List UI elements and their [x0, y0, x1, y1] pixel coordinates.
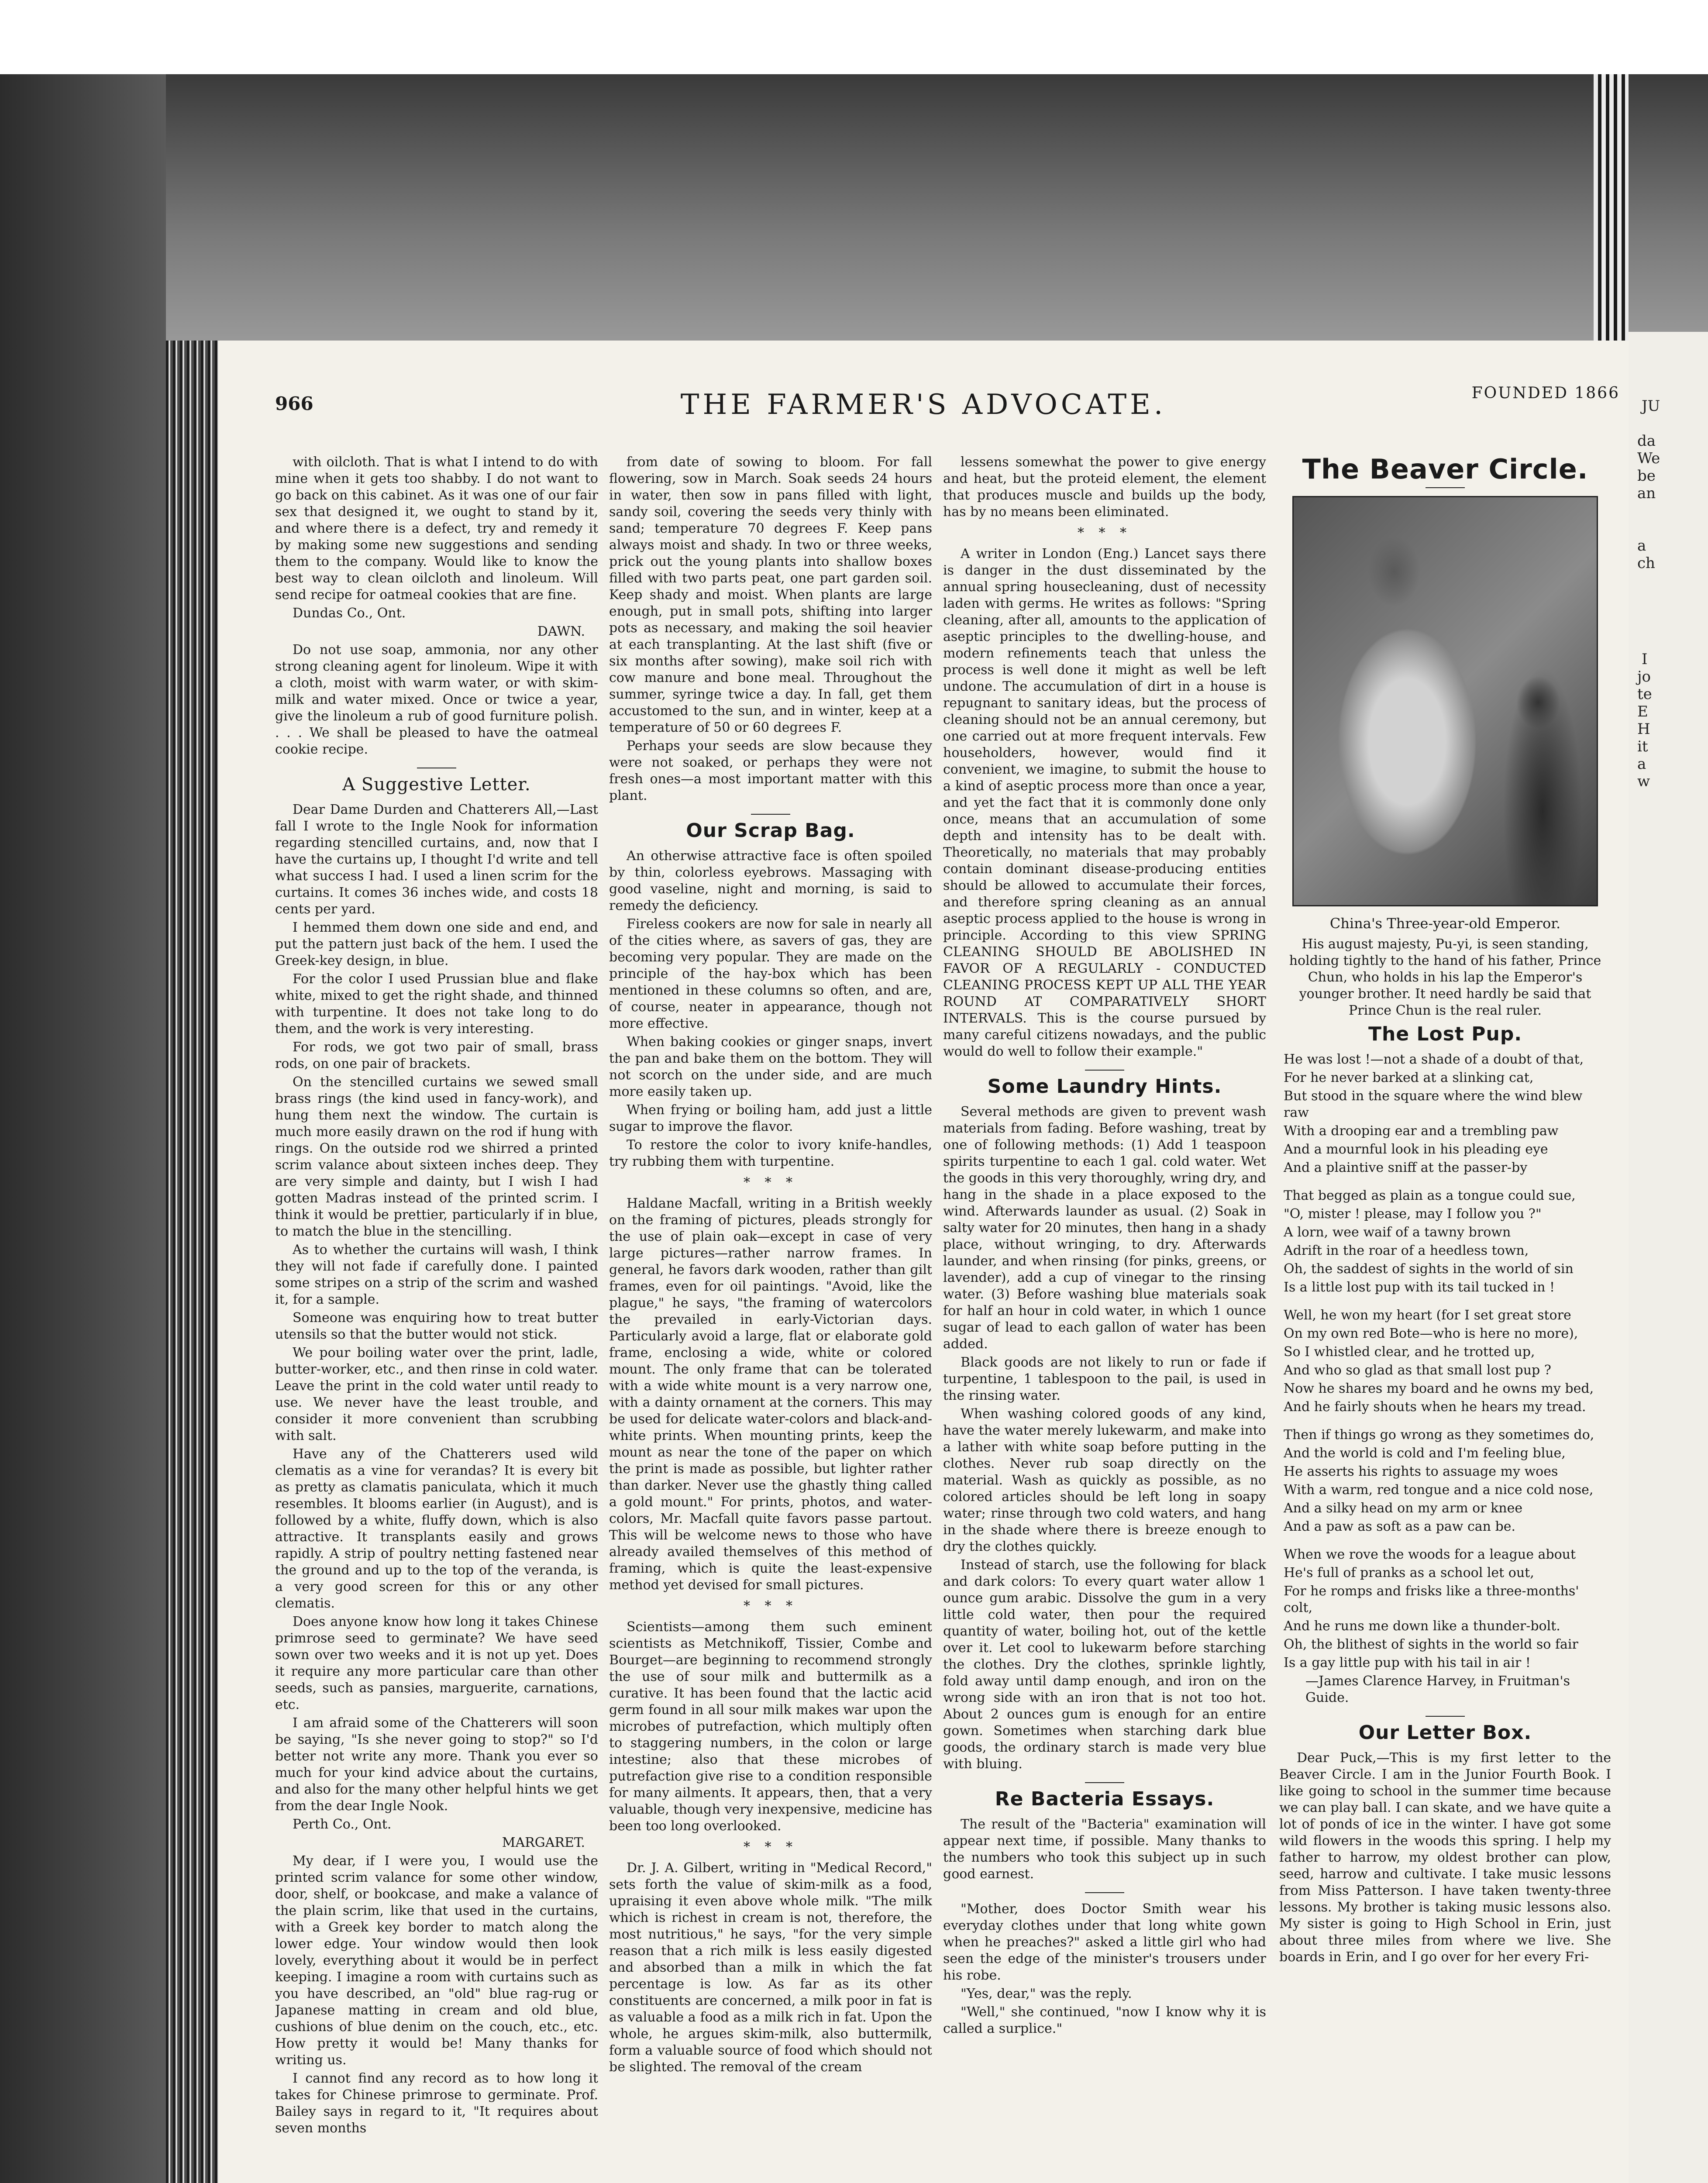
next-page-fragment: an: [1637, 485, 1656, 502]
poem-line: And he runs me down like a thunder-bolt.: [1284, 1618, 1560, 1634]
paragraph: "Yes, dear," was the reply.: [961, 1986, 1132, 2001]
next-page-fragment: be: [1637, 467, 1656, 485]
paragraph: I hemmed them down one side and end, and put the pattern just back of the hem. I used the Greek-key design, in blue.: [275, 920, 598, 968]
stars-divider: * * *: [743, 1175, 798, 1190]
section-divider: [1085, 1892, 1124, 1893]
poem-title: The Lost Pup.: [1368, 1023, 1522, 1045]
paragraph: Dear Dame Durden and Chatterers All,—Last fall I wrote to the Ingle Nook for information regarding stencilled curtains, and, now that I have the curtains up, I thought I'd write and tell what success I had. I used a linen scrim for the curtains. It comes 36 inches wide, and costs 18 cents per yard.: [275, 802, 598, 917]
scan-background-left: [0, 74, 166, 2183]
paragraph: As to whether the curtains will wash, I think they will not fade if carefully done. I painted some stripes on a strip of the scrim and washed it, for a sample.: [275, 1242, 598, 1307]
paragraph: A writer in London (Eng.) Lancet says there is danger in the dust disseminated by the annual spring housecleaning, dust of necessity laden with germs. He writes as follows: "Spring cleaning, after all, amounts to the application of aseptic principles to the dwelling-house, and modern refinements teach that unless the process is well done it might as well be left undone. The accumulation of dirt in a house is repugnant to sanitary ideas, but the process of cleaning should not be an annual ceremony, but one carried out at more frequent intervals. Few householders, however, would find it convenient, we imagine, to submit the house to a kind of aseptic process more than once a year, and yet the fact that it is commonly done only once, means that an accumulation of some depth and intensity has to be dealt with. Theoretically, no materials that may probably contain dominant disease-producing entities should be allowed to accumulate their forces, and therefore spring cleaning as an annual aseptic process applied to the house is wrong in principle. According to this view SPRING CLEANING SHOULD BE ABOLISHED IN FAVOR OF A REGULARLY - CONDUCTED CLEANING PROCESS KEPT UP ALL THE YEAR ROUND AT COMPARATIVELY SHORT INTERVALS. This is the course pursued by many careful citizens nowadays, and the public would do well to follow their example.": [943, 546, 1266, 1059]
poem-line: With a warm, red tongue and a nice cold nose,: [1284, 1482, 1594, 1498]
paragraph: When frying or boiling ham, add just a little sugar to improve the flavor.: [609, 1102, 932, 1134]
paragraph: For rods, we got two pair of small, brass rods, on one pair of brackets.: [275, 1040, 598, 1071]
scan-shadow: [52, 74, 1708, 345]
paragraph: My dear, if I were you, I would use the printed scrim valance for some other window, door, shelf, or bookcase, and make a valance of the plain scrim, like that used in the curtains, with a Greek key border to match along the lower edge. Your window would then look lovely, everything about it would be in perfect keeping. I imagine a room with curtains such as you have described, an "old" blue rag-rug or Japanese matting in cream and old blue, cushions of blue denim on the couch, etc., etc. How pretty it would be! Many thanks for writing us.: [275, 1853, 598, 2068]
stars-divider: * * *: [743, 1839, 798, 1855]
poem-line: But stood in the square where the wind blew raw: [1284, 1088, 1583, 1120]
signature-place: Dundas Co., Ont.: [293, 606, 406, 621]
paragraph: with oilcloth. That is what I intend to do with mine when it gets too shabby. I do not want to go back on this cabinet. As it was one of our fair sex that designed it, we ought to stand by it, and where there is a defect, try and remedy it by making some new suggestions and sending them to the company. Would like to know the best way to clean oilcloth and linoleum. Will send recipe for oatmeal cookies that are fine.: [275, 455, 598, 603]
poem-line: For he never barked at a slinking cat,: [1284, 1070, 1534, 1085]
paragraph: from date of sowing to bloom. For fall flowering, sow in March. Soak seeds 24 hours in water, then sow in pans filled with light, sandy soil, covering the seeds very thinly with sand; temperature 70 degrees F. Keep pans always moist and shady. In two or three weeks, prick out the young plants into shallow boxes filled with two parts peat, one part garden soil. Keep shady and moist. When plants are large enough, put in small pots, shifting into larger pots as necessary, and making the soil heavier at each transplanting. At the last shift (five or six months after sowing), make soil rich with cow manure and bone meal. Throughout the summer, syringe twice a day. In fall, get them accustomed to the sun, and in winter, keep at a temperature of 50 or 60 degrees F.: [609, 455, 932, 735]
column-3: [943, 454, 1266, 2183]
poem-attribution: —James Clarence Harvey, in Fruitman's Guide.: [1305, 1673, 1570, 1705]
paragraph: "Well," she continued, "now I know why it is called a surplice.": [943, 2004, 1266, 2036]
poem-line: And a plaintive sniff at the passer-by: [1284, 1160, 1528, 1175]
poem-line: "O, mister ! please, may I follow you ?": [1284, 1206, 1542, 1222]
poem-line: That begged as plain as a tongue could sue,: [1284, 1188, 1576, 1203]
next-page-fragment: a: [1637, 755, 1646, 773]
signature-place: Perth Co., Ont.: [293, 1817, 392, 1832]
poem-line: Adrift in the roar of a heedless town,: [1284, 1243, 1529, 1258]
column-2: [609, 454, 932, 2183]
poem-line: A lorn, wee waif of a tawny brown: [1284, 1225, 1511, 1240]
poem-line: For he romps and frisks like a three-months' colt,: [1284, 1584, 1579, 1615]
paragraph: We pour boiling water over the print, ladle, butter-worker, etc., and then rinse in cold water. Leave the print in the cold water until ready to use. We never have the least trouble, and consider it more convenient than scrubbing with salt.: [275, 1345, 598, 1443]
column-4: [1279, 454, 1611, 2183]
poem-line: And the world is cold and I'm feeling blue,: [1284, 1446, 1566, 1461]
paragraph: Perhaps your seeds are slow because they were not soaked, or perhaps they were not fresh ones—a most important matter with this plant.: [609, 738, 932, 803]
paragraph: Dear Puck,—This is my first letter to the Beaver Circle. I am in the Junior Fourth Book. I like going to school in the summer time because we can play ball. I can skate, and we have quite a lot of ponds of ice in the winter. I have got some wild flowers in the woods this spring. I help my father to harrow, my oldest brother can plow, seed, harrow and cultivate. I take music lessons from Miss Patterson. I have taken twenty-three lessons. My brother is taking music lessons also. My sister is going to High School in Erin, just about three miles from where we live. She boards in Erin, and I go over for her every Fri-: [1279, 1750, 1611, 1965]
masthead: THE FARMER'S ADVOCATE.: [680, 389, 1167, 421]
paragraph: I cannot find any record as to how long it takes for Chinese primrose to germinate. Prof. Bailey says in regard to it, "It requires about seven months: [275, 2071, 598, 2136]
section-divider: [751, 814, 790, 815]
paragraph: When baking cookies or ginger snaps, invert the pan and bake them on the bottom. They will not scorch on the under side, and are much more easily taken up.: [609, 1034, 932, 1099]
poem-line: He asserts his rights to assuage my woes: [1284, 1464, 1558, 1479]
section-divider: [1085, 1782, 1124, 1783]
poem-line: And a paw as soft as a paw can be.: [1284, 1519, 1516, 1534]
paragraph: For the color I used Prussian blue and flake white, mixed to get the right shade, and thinned with turpentine. It does not take long to do them, and the work is very interesting.: [275, 971, 598, 1036]
paragraph: lessens somewhat the power to give energy and heat, but the proteid element, the element that produces muscle and builds up the body, has by no means been eliminated.: [943, 455, 1266, 520]
paragraph: Several methods are given to prevent wash materials from fading. Before washing, treat by one of following methods: (1) Add 1 teaspoon spirits turpentine to each 1 gal. cold water. Wet the goods in this very thoroughly, wring dry, and hang in the shade in a place exposed to the wind. Afterwards launder as usual. (2) Soak in salty water for 20 minutes, then hang in a shady place, without wringing, to dry. Afterwards launder, and when rinsing (for pinks, greens, or lavender), add a cup of vinegar to the rinsing water. (3) Before washing blue materials soak for half an hour in cold water, in which 1 ounce sugar of lead to each gallon of water has been added.: [943, 1104, 1266, 1352]
signature-name: DAWN.: [537, 624, 585, 639]
paragraph: When washing colored goods of any kind, have the water merely lukewarm, and make into a lather with white soap before putting in the clothes. Never rub soap directly on the material. Wash as quickly as possible, as no colored articles should be left long in soapy water; rinse through two cold waters, and hang in the shade where there is breeze enough to dry the clothes quickly.: [943, 1406, 1266, 1554]
newspaper-page: [218, 341, 1629, 2183]
photo-description: His august majesty, Pu-yi, is seen standing, holding tightly to the hand of his father, Prince Chun, who holds in his lap the Emperor's younger brother. It need hardly be said that Prince Chun is the real ruler.: [1289, 937, 1601, 1018]
paragraph: To restore the color to ivory knife-handles, try rubbing them with turpentine.: [609, 1137, 932, 1169]
poem-line: Well, he won my heart (for I set great store: [1284, 1308, 1571, 1323]
poem-line: Is a little lost pup with its tail tucked in !: [1284, 1280, 1555, 1295]
poem-line: When we rove the woods for a league about: [1284, 1547, 1576, 1562]
poem: [1279, 1051, 1611, 1706]
paragraph: Does anyone know how long it takes Chinese primrose seed to germinate? We have seed sown over two weeks and it is not up yet. Does it require any more particular care than other seeds, such as pansies, marguerite, carnations, etc.: [275, 1614, 598, 1712]
founded-line: FOUNDED 1866: [1471, 384, 1620, 402]
paragraph: The result of the "Bacteria" examination will appear next time, if possible. Many thanks to the numbers who took this subject up in such good earnest.: [943, 1817, 1266, 1882]
section-divider: [1426, 1716, 1465, 1717]
poem-line: Oh, the saddest of sights in the world of sin: [1284, 1261, 1574, 1277]
section-heading: The Beaver Circle.: [1302, 454, 1588, 485]
article-heading: A Suggestive Letter.: [342, 775, 531, 795]
next-page-fragment: H: [1637, 720, 1650, 738]
paragraph: Instead of starch, use the following for black and dark colors: To every quart water allow 1 ounce gum arabic. Dissolve the gum in a very little cold water, then pour the required quantity of water, boiling hot, out of the kettle over it. Let cool to lukewarm before starching the clothes. Dry the clothes, sprinkle lightly, fold away until damp enough, and iron on the wrong side with an iron that is not too hot. About 2 ounces gum is enough for an entire gown. Sometimes when starching dark blue goods, the ordinary starch is made very blue with bluing.: [943, 1557, 1266, 1772]
photo-caption: China's Three-year-old Emperor.: [1329, 915, 1561, 932]
paragraph: Have any of the Chatterers used wild clematis as a vine for verandas? It is every bit as pretty as clamatis paniculata, which it much resembles. It blooms earlier (in August), and is followed by a white, fluffy down, which is also attractive. It transplants easily and grows rapidly. A strip of poultry netting fastened near the ground and up to the top of the veranda, is a very good screen for this or any other clematis.: [275, 1446, 598, 1611]
article-heading: Re Bacteria Essays.: [995, 1788, 1215, 1810]
paragraph: Dr. J. A. Gilbert, writing in "Medical Record," sets forth the value of skim-milk as a food, upraising it even above whole milk. "The milk which is richest in cream is not, therefore, the most nutritious," he says, "for the very simple reason that a rich milk is less easily digested and absorbed than a milk in which the fat percentage is low. As far as its other constituents are concerned, a milk poor in fat is as valuable a food as a milk rich in fat. Upon the whole, he argues skim-milk, also buttermilk, form a valuable source of food which should not be slighted. The removal of the cream: [609, 1860, 932, 2075]
paragraph: An otherwise attractive face is often spoiled by thin, colorless eyebrows. Massaging with good vaseline, night and morning, is said to remedy the deficiency.: [609, 848, 932, 913]
poem-line: And a mournful look in his pleading eye: [1284, 1142, 1548, 1157]
next-page-fragment: jo: [1637, 668, 1651, 685]
next-page-fragment: We: [1637, 450, 1660, 467]
paragraph: Do not use soap, ammonia, nor any other strong cleaning agent for linoleum. Wipe it with a cloth, moist with warm water, or with skim-milk and water mixed. Once or twice a year, give the linoleum a rub of good furniture polish. . . . We shall be pleased to have the oatmeal cookie recipe.: [275, 642, 598, 757]
next-page-fragment: a: [1637, 537, 1646, 554]
poem-line: Then if things go wrong as they sometimes do,: [1284, 1427, 1594, 1443]
book-binding: [166, 341, 218, 2183]
stars-divider: * * *: [1077, 525, 1132, 541]
page-number: 966: [275, 393, 313, 414]
article-heading: Our Scrap Bag.: [686, 819, 855, 842]
poem-line: On my own red Bote—who is here no more),: [1284, 1326, 1578, 1341]
paragraph: I am afraid some of the Chatterers will soon be saying, "Is she never going to stop?" so I'd better not write any more. Thank you ever so much for your kind advice about the curtains, and also for the many other helpful hints we get from the dear Ingle Nook.: [275, 1715, 598, 1814]
paragraph: Someone was enquiring how to treat butter utensils so that the butter would not stick.: [275, 1310, 598, 1342]
paragraph: Black goods are not likely to run or fade if turpentine, 1 tablespoon to the pail, is used in the rinsing water.: [943, 1355, 1266, 1403]
poem-line: He was lost !—not a shade of a doubt of that,: [1284, 1052, 1584, 1067]
next-page-fragment: ch: [1637, 554, 1655, 572]
next-page-fragment: da: [1637, 432, 1656, 450]
next-page-fragment: te: [1637, 685, 1652, 703]
paragraph: On the stencilled curtains we sewed small brass rings (the kind used in fancy-work), and hung them next the window. The curtain is much more easily drawn on the rod if hung with rings. On the outside rod we shirred a printed scrim valance about sixteen inches deep. They are very simple and dainty, but I wish I had gotten Madras instead of the printed scrim. I think it would be prettier, particularly if in blue, to match the blue in the stencilling.: [275, 1074, 598, 1239]
section-divider: [1085, 1070, 1124, 1071]
poem-line: And he fairly shouts when he hears my tread.: [1284, 1399, 1586, 1415]
next-page-strip: [1629, 332, 1708, 2183]
paragraph: "Mother, does Doctor Smith wear his everyday clothes under that long white gown when he preaches?" asked a little girl who had seen the edge of the minister's trousers under his robe.: [943, 1901, 1266, 1983]
next-page-fragment: JU: [1642, 397, 1660, 415]
emperor-photo: [1292, 496, 1598, 906]
signature-name: MARGARET.: [502, 1835, 585, 1850]
section-heading: Our Letter Box.: [1358, 1722, 1532, 1744]
poem-line: So I whistled clear, and he trotted up,: [1284, 1344, 1535, 1360]
paragraph: Fireless cookers are now for sale in nearly all of the cities where, as savers of gas, they are becoming very popular. They are made on the principle of the hay-box which has been mentioned in these columns so often, and are, of course, neater in appearance, though not more effective.: [609, 916, 932, 1031]
poem-line: Now he shares my board and he owns my bed,: [1284, 1381, 1594, 1396]
poem-line: And who so glad as that small lost pup ?: [1284, 1363, 1551, 1378]
article-heading: Some Laundry Hints.: [987, 1075, 1222, 1098]
poem-line: He's full of pranks as a school let out,: [1284, 1565, 1534, 1580]
next-page-fragment: E: [1637, 703, 1648, 720]
scan-background-top: [0, 0, 1708, 74]
column-1: [275, 454, 598, 2183]
poem-line: And a silky head on my arm or knee: [1284, 1501, 1523, 1516]
next-page-fragment: it: [1637, 738, 1648, 755]
paragraph: Haldane Macfall, writing in a British weekly on the framing of pictures, pleads strongly for the use of plain oak—except in case of very large pictures—rather narrow frames. In general, he favors dark wooden, rather than gilt frames, even for oil paintings. "Avoid, like the plague," he says, "the framing of watercolors the prevailed in early-Victorian days. Particularly avoid a large, flat or elaborate gold frame, enclosing a wide, white or colored mount. The only frame that can be tolerated with a wide white mount is a very narrow one, with a dainty ornament at the corners. This may be used for delicate water-colors and black-and-white prints. When mounting prints, keep the mount as near the tone of the paper on which the print is made as possible, but lighter rather than darker. Never use the ghastly thing called a gold mount." For prints, photos, and water-colors, Mr. Macfall quite favors passe partout. This will be welcome news to those who have already availed themselves of this method of framing, which is quite the least-expensive method yet devised for small pictures.: [609, 1196, 932, 1593]
poem-line: Is a gay little pup with his tail in air !: [1284, 1655, 1531, 1670]
poem-line: Oh, the blithest of sights in the world so fair: [1284, 1637, 1578, 1652]
next-page-fragment: w: [1637, 773, 1650, 790]
paragraph: Scientists—among them such eminent scientists as Metchnikoff, Tissier, Combe and Bourget—are beginning to recommend strongly the use of sour milk and buttermilk as a curative. It has been found that the lactic acid germ found in all sour milk makes war upon the microbes of putrefaction, which multiply often to staggering numbers, in the colon or large intestine; also that these microbes of putrefaction give rise to a condition responsible for many ailments. It appears, then, that a very valuable, though very inexpensive, medicine has been too long overlooked.: [609, 1619, 932, 1834]
section-divider: [1426, 487, 1465, 488]
next-page-fragment: I: [1642, 651, 1648, 668]
poem-line: With a drooping ear and a trembling paw: [1284, 1123, 1559, 1139]
stars-divider: * * *: [743, 1598, 798, 1614]
